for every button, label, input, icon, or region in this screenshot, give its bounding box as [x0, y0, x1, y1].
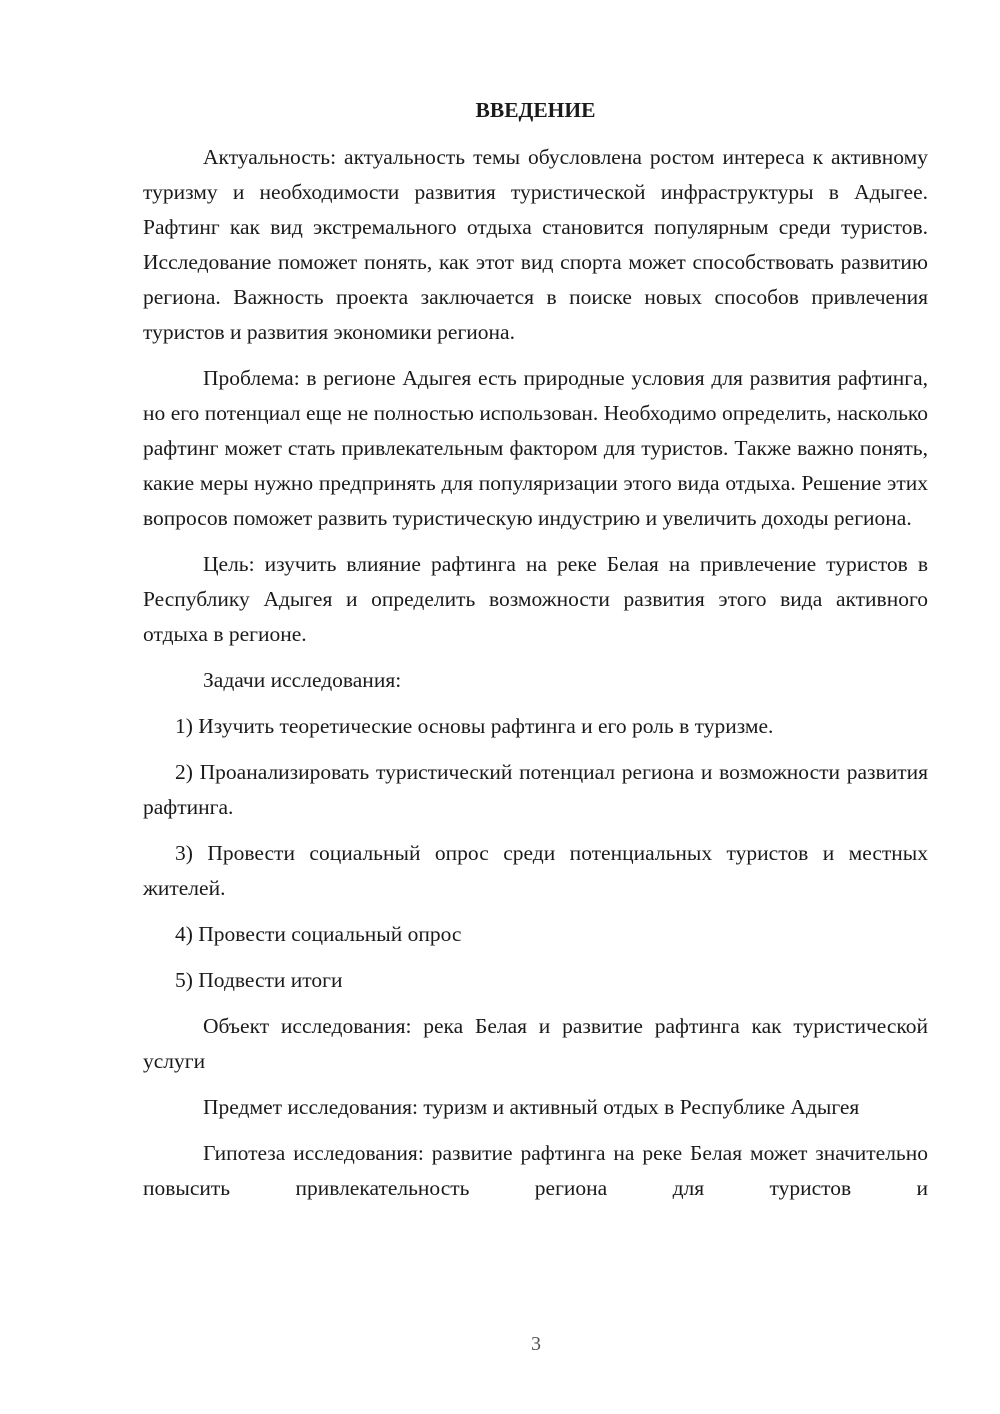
section-title: ВВЕДЕНИЕ	[475, 98, 596, 122]
task-item-1: 1) Изучить теоретические основы рафтинга и его роль в туризме.	[175, 714, 774, 738]
task-item-2: 2) Проанализировать туристический потенциал региона и возможности развития рафтинга.	[143, 760, 928, 819]
task-item-4: 4) Провести социальный опрос	[175, 922, 462, 946]
subject-paragraph: Предмет исследования: туризм и активный отдых в Республике Адыгея	[203, 1095, 860, 1119]
relevance-paragraph: Актуальность: актуальность темы обусловлена ростом интереса к активному туризму и необходимости развития туристической инфраструктуры в Адыгее. Рафтинг как вид экстремального отдыха становится популярным среди туристов. Исследование поможет понять, как этот вид спорта может способствовать развитию региона. Важность проекта заключается в поиске новых способов привлечения туристов и развития экономики региона.	[143, 145, 928, 344]
task-item-3: 3) Провести социальный опрос среди потенциальных туристов и местных жителей.	[143, 841, 928, 900]
goal-paragraph: Цель: изучить влияние рафтинга на реке Белая на привлечение туристов в Республику Адыгея и определить возможности развития этого вида активного отдыха в регионе.	[143, 552, 928, 646]
task-item-5: 5) Подвести итоги	[175, 968, 343, 992]
hypothesis-paragraph: Гипотеза исследования: развитие рафтинга на реке Белая может значительно повысить привлекательность региона для туристов и	[143, 1141, 928, 1200]
object-paragraph: Объект исследования: река Белая и развитие рафтинга как туристической услуги	[143, 1014, 928, 1073]
problem-paragraph: Проблема: в регионе Адыгея есть природные условия для развития рафтинга, но его потенциал еще не полностью использован. Необходимо определить, насколько рафтинг может стать привлекательным фактором для туристов. Также важно понять, какие меры нужно предпринять для популяризации этого вида отдыха. Решение этих вопросов поможет развить туристическую индустрию и увеличить доходы региона.	[143, 366, 928, 530]
page-number: 3	[531, 1333, 541, 1355]
tasks-heading: Задачи исследования:	[203, 668, 402, 692]
document-page	[143, 90, 928, 1217]
